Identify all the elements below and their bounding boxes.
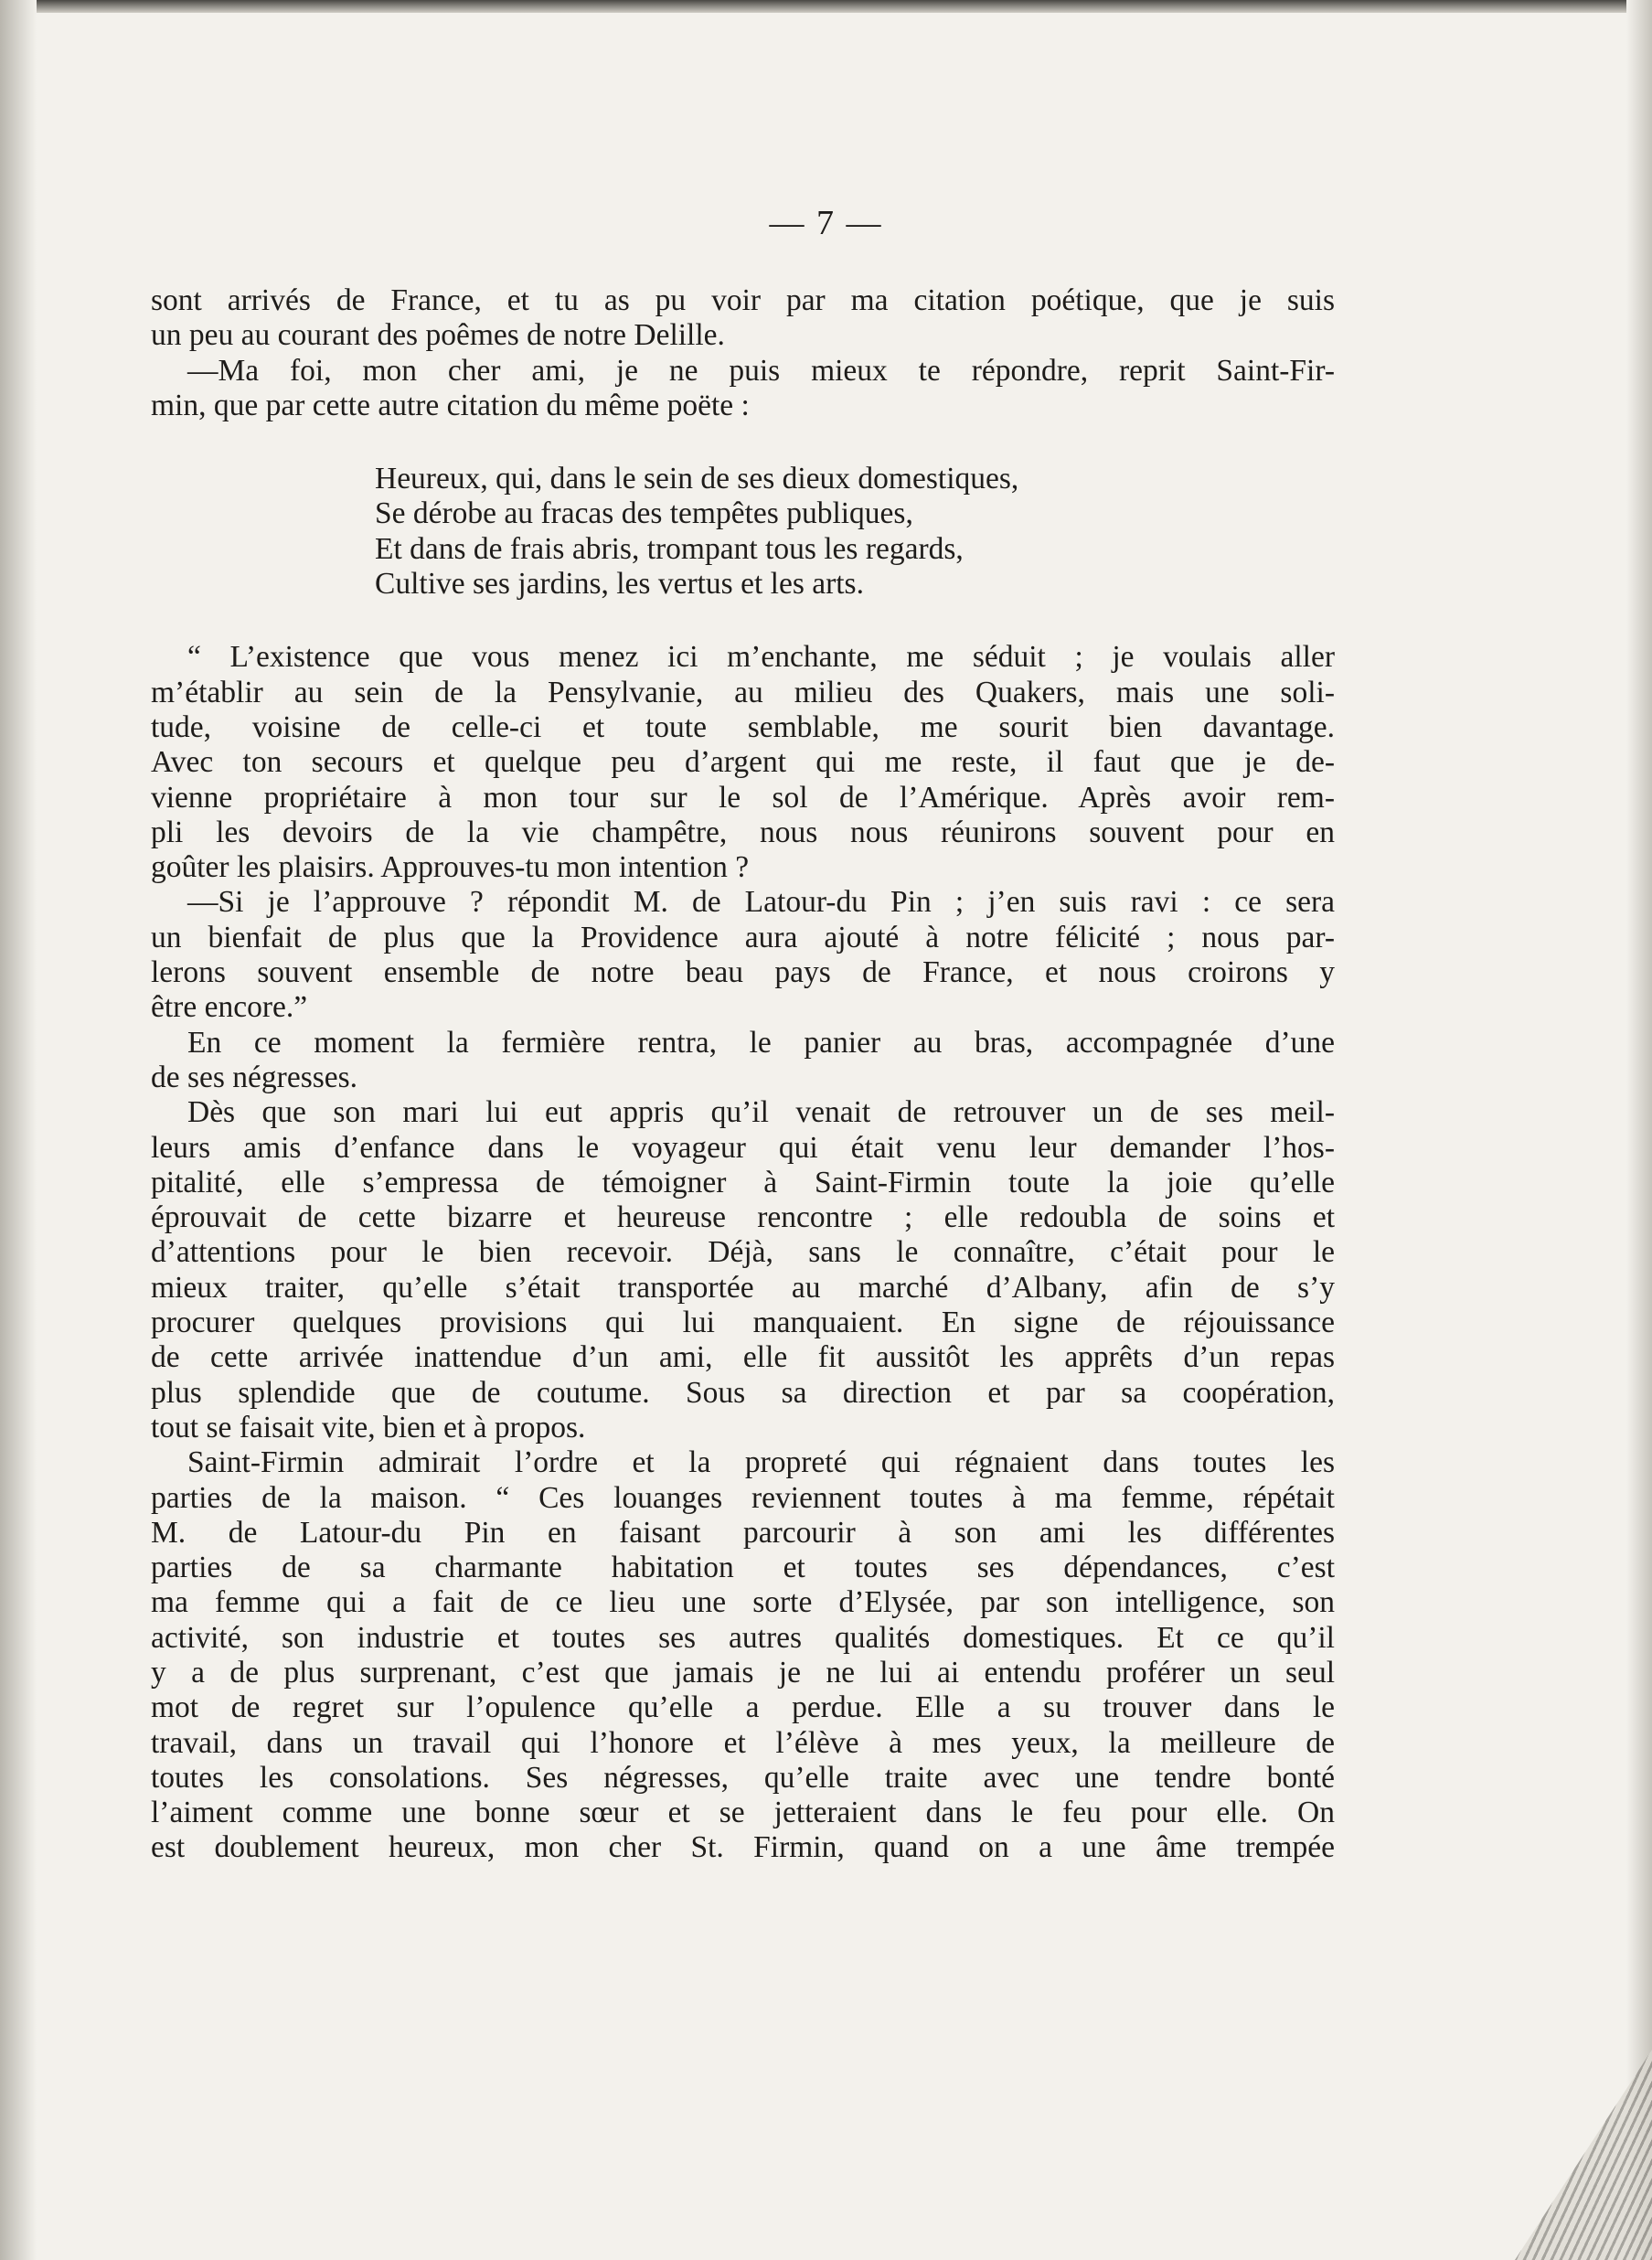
page-number: — 7 —	[769, 204, 883, 242]
text-line: un bienfait de plus que la Providence aura ajouté à notre félicité ; nous par-	[151, 920, 1335, 954]
text-line: “ L’existence que vous menez ici m’enchante, me séduit ; je voulais aller	[187, 640, 1335, 675]
text-line: Avec ton secours et quelque peu d’argent qui me reste, il faut que je de-	[151, 745, 1335, 780]
text-line: Saint-Firmin admirait l’ordre et la propreté qui régnaient dans toutes les	[187, 1445, 1335, 1480]
text-line: —Ma foi, mon cher ami, je ne puis mieux te répondre, reprit Saint-Fir-	[187, 353, 1335, 388]
text-line: Dès que son mari lui eut appris qu’il venait de retrouver un de ses meil-	[187, 1095, 1335, 1130]
verse-spacer	[151, 602, 1335, 640]
text-line: goûter les plaisirs. Approuves-tu mon intention ?	[151, 850, 750, 885]
text-line: parties de sa charmante habitation et toutes ses dépendances, c’est	[151, 1551, 1335, 1585]
text-line: éprouvait de cette bizarre et heureuse rencontre ; elle redoubla de soins et	[151, 1200, 1335, 1235]
scan-right-edge	[1626, 0, 1652, 2260]
text-line: ma femme qui a fait de ce lieu une sorte d’Elysée, par son intelligence, son	[151, 1585, 1335, 1620]
verse-line: Et dans de frais abris, trompant tous les regards,	[375, 531, 964, 566]
page-corner-curl	[1515, 2050, 1652, 2260]
text-line: être encore.”	[151, 990, 308, 1025]
text-line: toutes les consolations. Ses négresses, qu’elle traite avec une tendre bonté	[151, 1760, 1335, 1795]
text-line: M. de Latour-du Pin en faisant parcourir à son ami les différentes	[151, 1515, 1335, 1550]
text-line: sont arrivés de France, et tu as pu voir par ma citation poétique, que je suis	[151, 283, 1335, 317]
text-line: tout se faisait vite, bien et à propos.	[151, 1410, 586, 1444]
text-line: y a de plus surprenant, c’est que jamais je ne lui ai entendu proférer un seul	[151, 1655, 1335, 1690]
text-line: tude, voisine de celle-ci et toute semblable, me sourit bien davantage.	[151, 709, 1335, 744]
text-line: un peu au courant des poêmes de notre Delille.	[151, 318, 725, 353]
page-text	[151, 283, 1335, 1866]
text-line: de cette arrivée inattendue d’un ami, elle fit aussitôt les apprêts d’un repas	[151, 1340, 1335, 1375]
text-line: est doublement heureux, mon cher St. Firmin, quand on a une âme trempée	[151, 1830, 1335, 1865]
text-line: pitalité, elle s’empressa de témoigner à Saint-Firmin toute la joie qu’elle	[151, 1165, 1335, 1199]
text-line: mot de regret sur l’opulence qu’elle a perdue. Elle a su trouver dans le	[151, 1690, 1335, 1725]
scan-top-edge	[0, 0, 1652, 13]
text-line: activité, son industrie et toutes ses autres qualités domestiques. Et ce qu’il	[151, 1620, 1335, 1655]
text-line: d’attentions pour le bien recevoir. Déjà, sans le connaître, c’était pour le	[151, 1235, 1335, 1270]
scan-left-edge	[0, 0, 37, 2260]
text-line: plus splendide que de coutume. Sous sa direction et par sa coopération,	[151, 1375, 1335, 1410]
text-line: travail, dans un travail qui l’honore et l’élève à mes yeux, la meilleure de	[151, 1725, 1335, 1760]
text-line: min, que par cette autre citation du même poëte :	[151, 388, 750, 422]
text-line: —Si je l’approuve ? répondit M. de Latour-du Pin ; j’en suis ravi : ce sera	[187, 885, 1335, 920]
text-line: pli les devoirs de la vie champêtre, nous nous réunirons souvent pour en	[151, 815, 1335, 849]
text-line: procurer quelques provisions qui lui manquaient. En signe de réjouissance	[151, 1306, 1335, 1340]
verse-line: Heureux, qui, dans le sein de ses dieux domestiques,	[375, 462, 1019, 496]
text-line: vienne propriétaire à mon tour sur le sol de l’Amérique. Après avoir rem-	[151, 780, 1335, 815]
text-line: En ce moment la fermière rentra, le panier au bras, accompagnée d’une	[187, 1025, 1335, 1060]
verse-line: Se dérobe au fracas des tempêtes publiques,	[375, 496, 913, 531]
text-line: leurs amis d’enfance dans le voyageur qui était venu leur demander l’hos-	[151, 1130, 1335, 1165]
text-line: parties de la maison. “ Ces louanges reviennent toutes à ma femme, répétait	[151, 1480, 1335, 1515]
text-line: mieux traiter, qu’elle s’était transportée au marché d’Albany, afin de s’y	[151, 1270, 1335, 1305]
verse-line: Cultive ses jardins, les vertus et les arts.	[375, 567, 864, 602]
text-line: lerons souvent ensemble de notre beau pays de France, et nous croirons y	[151, 955, 1335, 990]
text-line: m’établir au sein de la Pensylvanie, au milieu des Quakers, mais une soli-	[151, 675, 1335, 709]
text-line: l’aiment comme une bonne sœur et se jetteraient dans le feu pour elle. On	[151, 1796, 1335, 1830]
text-line: de ses négresses.	[151, 1060, 358, 1094]
verse-spacer	[151, 423, 1335, 462]
